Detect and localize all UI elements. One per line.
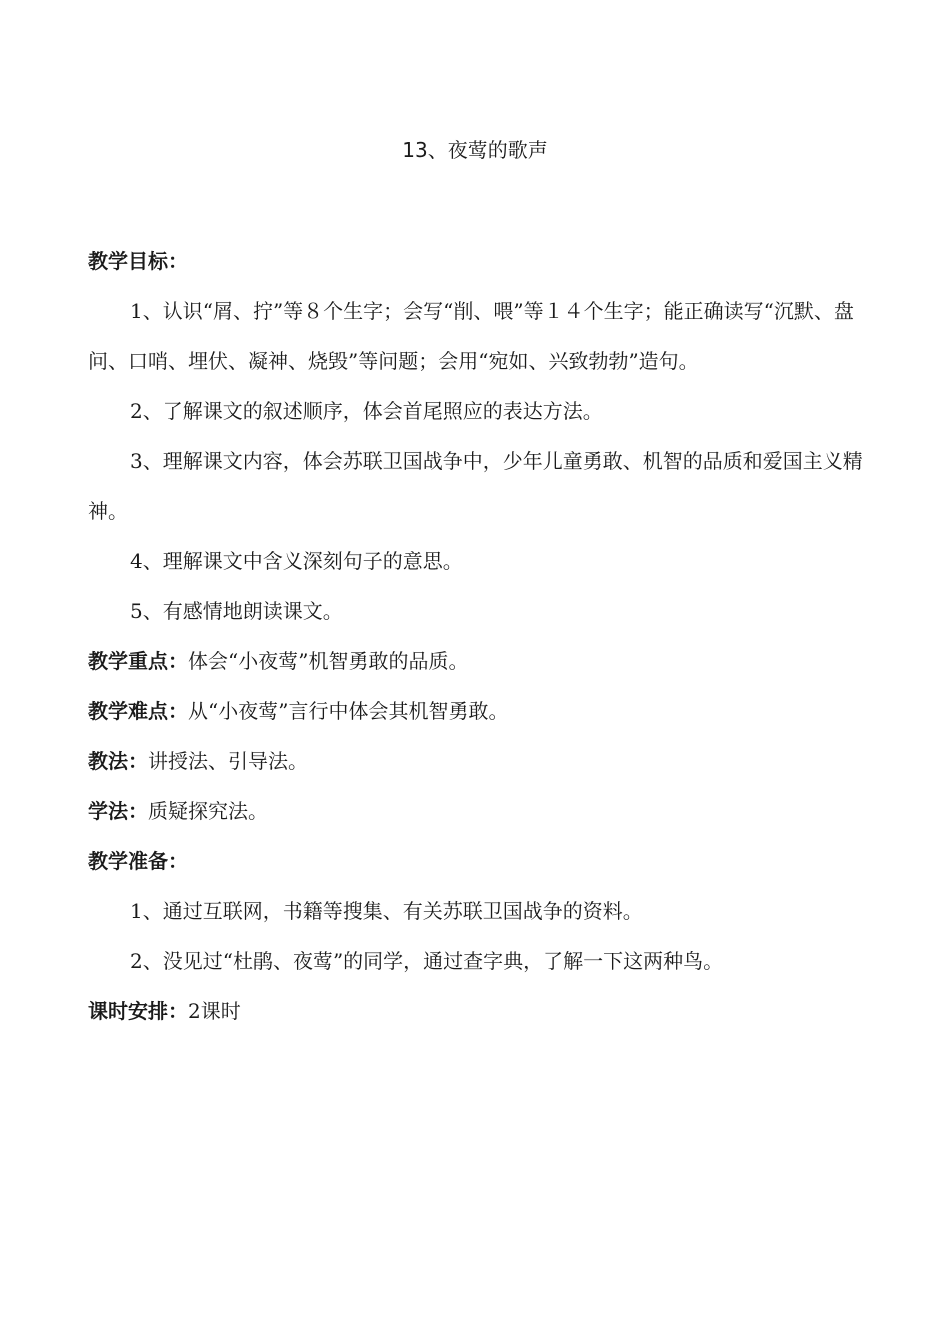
teaching-method-text: 讲授法、引导法。 [148,749,308,773]
difficulty-line [88,686,868,736]
preparation-item-1: 1、通过互联网，书籍等搜集、有关苏联卫国战争的资料。 [130,899,643,923]
teaching-method-label: 教法： [88,749,148,773]
preparation-heading [88,836,868,886]
learning-method-text: 质疑探究法。 [148,799,268,823]
objectives-heading [88,236,868,286]
objective-item-3: 3、理解课文内容，体会苏联卫国战争中，少年儿童勇敢、机智的品质和爱国主义精神。 [88,449,863,523]
objective-item-2: 2、了解课文的叙述顺序，体会首尾照应的表达方法。 [130,399,603,423]
difficulty-text: 从“小夜莺”言行中体会其机智勇敢。 [188,699,509,723]
learning-method-label: 学法： [88,799,148,823]
objective-item-1: 1、认识“屑、拧”等８个生字；会写“削、喂”等１４个生字；能正确读写“沉默、盘问、口哨、埋伏、凝神、烧毁”等问题；会用“宛如、兴致勃勃”造句。 [88,299,854,373]
key-point-line [88,636,868,686]
key-point-text: 体会“小夜莺”机智勇敢的品质。 [188,649,469,673]
objective-item-5: 5、有感情地朗读课文。 [130,599,343,623]
schedule-label: 课时安排： [88,999,188,1023]
learning-method-line [88,786,868,836]
preparation-label: 教学准备： [88,849,188,873]
preparation-item-2: 2、没见过“杜鹃、夜莺”的同学，通过查字典，了解一下这两种鸟。 [130,949,724,973]
document-title: 13、夜莺的歌声 [402,138,548,162]
key-point-label: 教学重点： [88,649,188,673]
document-body [88,236,868,1036]
teaching-method-line [88,736,868,786]
schedule-line [88,986,868,1036]
schedule-text: 2课时 [188,999,241,1023]
objectives-label: 教学目标： [88,249,188,273]
objective-item-4: 4、理解课文中含义深刻句子的意思。 [130,549,463,573]
difficulty-label: 教学难点： [88,699,188,723]
